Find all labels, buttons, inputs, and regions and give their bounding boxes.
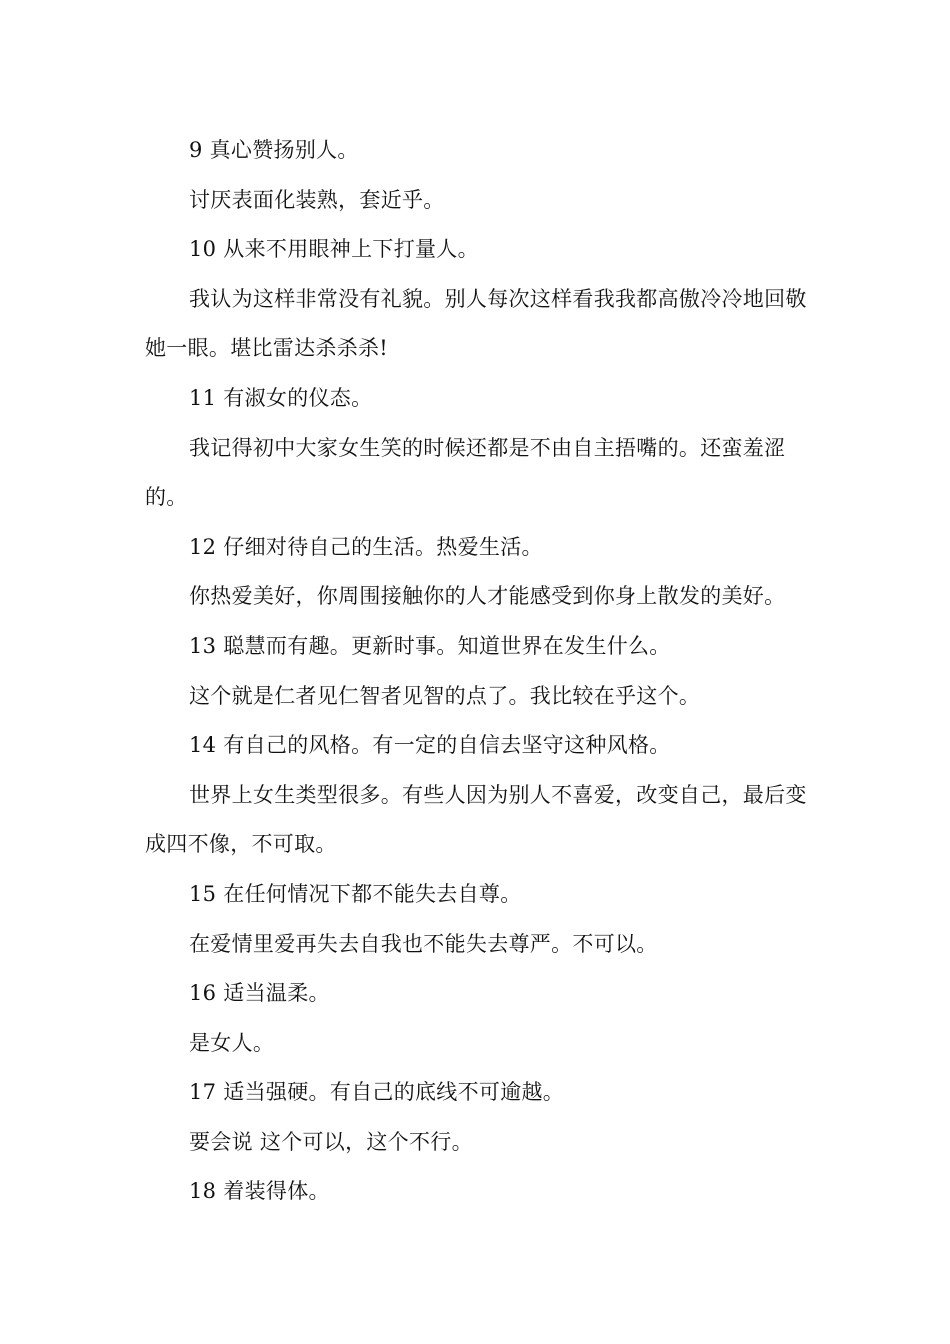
paragraph: 这个就是仁者见仁智者见智的点了。我比较在乎这个。 [189, 683, 701, 708]
paragraph: 16 适当温柔。 [189, 981, 330, 1006]
paragraph: 要会说 这个可以，这个不行。 [189, 1129, 473, 1154]
document-body [145, 126, 810, 1217]
paragraph: 12 仔细对待自己的生活。热爱生活。 [189, 534, 543, 559]
paragraph: 10 从来不用眼神上下打量人。 [189, 237, 479, 262]
paragraph: 18 着装得体。 [189, 1179, 330, 1204]
paragraph: 17 适当强硬。有自己的底线不可逾越。 [189, 1080, 565, 1105]
paragraph: 我认为这样非常没有礼貌。别人每次这样看我我都高傲冷冷地回敬她一眼。堪比雷达杀杀杀! [145, 286, 807, 361]
paragraph: 15 在任何情况下都不能失去自尊。 [189, 881, 522, 906]
paragraph: 在爱情里爱再失去自我也不能失去尊严。不可以。 [189, 931, 658, 956]
paragraph: 世界上女生类型很多。有些人因为别人不喜爱，改变自己，最后变成四不像，不可取。 [145, 782, 807, 857]
paragraph: 你热爱美好，你周围接触你的人才能感受到你身上散发的美好。 [189, 584, 786, 609]
paragraph: 13 聪慧而有趣。更新时事。知道世界在发生什么。 [189, 633, 671, 658]
paragraph: 14 有自己的风格。有一定的自信去坚守这种风格。 [189, 733, 671, 758]
paragraph: 我记得初中大家女生笑的时候还都是不由自主捂嘴的。还蛮羞涩的。 [145, 435, 786, 510]
paragraph: 11 有淑女的仪态。 [189, 385, 373, 410]
paragraph: 讨厌表面化装熟，套近乎。 [189, 187, 445, 212]
paragraph: 9 真心赞扬别人。 [189, 138, 359, 162]
paragraph: 是女人。 [189, 1030, 275, 1055]
